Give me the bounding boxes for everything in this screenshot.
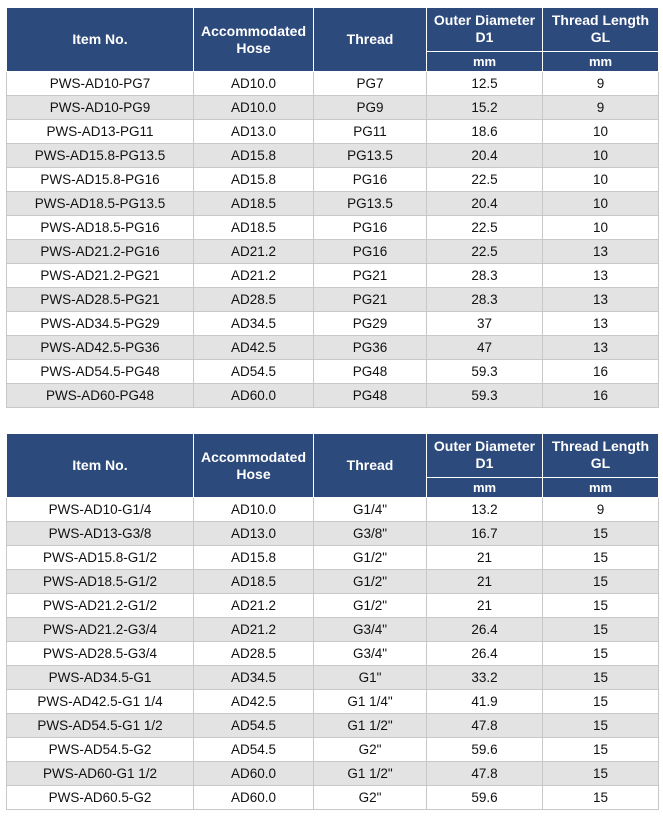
cell-thread: G1/2" — [314, 546, 427, 570]
cell-hose: AD10.0 — [194, 96, 314, 120]
table-row — [7, 738, 659, 762]
table-row — [7, 594, 659, 618]
cell-hose: AD21.2 — [194, 264, 314, 288]
cell-thread: G1 1/2" — [314, 762, 427, 786]
table-row — [7, 216, 659, 240]
cell-item-no: PWS-AD42.5-G1 1/4 — [7, 690, 194, 714]
cell-thread: PG16 — [314, 240, 427, 264]
cell-hose: AD28.5 — [194, 288, 314, 312]
header-thread: Thread — [314, 434, 427, 498]
cell-outer-diameter: 47.8 — [427, 714, 543, 738]
cell-item-no: PWS-AD60.5-G2 — [7, 786, 194, 810]
table-row — [7, 240, 659, 264]
cell-thread-length: 9 — [543, 498, 659, 522]
cell-item-no: PWS-AD54.5-G1 1/2 — [7, 714, 194, 738]
cell-thread-length: 13 — [543, 312, 659, 336]
cell-outer-diameter: 37 — [427, 312, 543, 336]
cell-item-no: PWS-AD21.2-PG16 — [7, 240, 194, 264]
cell-hose: AD54.5 — [194, 360, 314, 384]
cell-hose: AD10.0 — [194, 72, 314, 96]
header-unit-gl: mm — [543, 51, 659, 71]
cell-outer-diameter: 21 — [427, 594, 543, 618]
cell-outer-diameter: 22.5 — [427, 240, 543, 264]
cell-hose: AD42.5 — [194, 336, 314, 360]
cell-hose: AD18.5 — [194, 216, 314, 240]
cell-thread: G3/8" — [314, 522, 427, 546]
cell-item-no: PWS-AD28.5-G3/4 — [7, 642, 194, 666]
table-row — [7, 642, 659, 666]
cell-outer-diameter: 22.5 — [427, 216, 543, 240]
cell-item-no: PWS-AD34.5-PG29 — [7, 312, 194, 336]
cell-item-no: PWS-AD21.2-G1/2 — [7, 594, 194, 618]
cell-item-no: PWS-AD54.5-G2 — [7, 738, 194, 762]
cell-thread-length: 13 — [543, 336, 659, 360]
table-row — [7, 384, 659, 408]
header-item-no: Item No. — [7, 8, 194, 72]
cell-thread: G3/4" — [314, 618, 427, 642]
cell-outer-diameter: 47 — [427, 336, 543, 360]
cell-thread-length: 15 — [543, 570, 659, 594]
cell-hose: AD54.5 — [194, 714, 314, 738]
cell-thread: PG21 — [314, 288, 427, 312]
header-item-no: Item No. — [7, 434, 194, 498]
header-hose: Accommodated Hose — [194, 434, 314, 498]
cell-outer-diameter: 12.5 — [427, 72, 543, 96]
cell-outer-diameter: 59.6 — [427, 738, 543, 762]
cell-outer-diameter: 47.8 — [427, 762, 543, 786]
header-unit-od: mm — [427, 51, 543, 71]
header-thread: Thread — [314, 8, 427, 72]
cell-item-no: PWS-AD54.5-PG48 — [7, 360, 194, 384]
cell-hose: AD21.2 — [194, 240, 314, 264]
cell-item-no: PWS-AD18.5-G1/2 — [7, 570, 194, 594]
table-header — [7, 434, 659, 498]
cell-hose: AD18.5 — [194, 570, 314, 594]
table-row — [7, 192, 659, 216]
cell-outer-diameter: 16.7 — [427, 522, 543, 546]
table-row — [7, 522, 659, 546]
table-row — [7, 618, 659, 642]
cell-thread-length: 15 — [543, 618, 659, 642]
cell-thread: G1/2" — [314, 570, 427, 594]
cell-item-no: PWS-AD10-PG7 — [7, 72, 194, 96]
cell-hose: AD54.5 — [194, 738, 314, 762]
cell-hose: AD10.0 — [194, 498, 314, 522]
cell-thread: G2" — [314, 738, 427, 762]
cell-outer-diameter: 21 — [427, 570, 543, 594]
cell-thread-length: 15 — [543, 546, 659, 570]
cell-hose: AD60.0 — [194, 786, 314, 810]
header-outer-diameter: Outer Diameter D1 — [427, 8, 543, 52]
cell-outer-diameter: 18.6 — [427, 120, 543, 144]
table-row — [7, 72, 659, 96]
cell-thread: PG21 — [314, 264, 427, 288]
cell-outer-diameter: 28.3 — [427, 288, 543, 312]
cell-outer-diameter: 13.2 — [427, 498, 543, 522]
cell-item-no: PWS-AD60-G1 1/2 — [7, 762, 194, 786]
cell-thread: G1/2" — [314, 594, 427, 618]
cell-thread: PG11 — [314, 120, 427, 144]
cell-thread-length: 15 — [543, 690, 659, 714]
cell-thread: G1 1/2" — [314, 714, 427, 738]
cell-thread: PG16 — [314, 168, 427, 192]
cell-thread-length: 16 — [543, 384, 659, 408]
table-row — [7, 336, 659, 360]
cell-hose: AD21.2 — [194, 594, 314, 618]
cell-hose: AD18.5 — [194, 192, 314, 216]
table-row — [7, 498, 659, 522]
cell-thread: G1/4" — [314, 498, 427, 522]
cell-thread-length: 9 — [543, 96, 659, 120]
cell-thread-length: 9 — [543, 72, 659, 96]
table-row — [7, 360, 659, 384]
cell-hose: AD21.2 — [194, 618, 314, 642]
cell-item-no: PWS-AD34.5-G1 — [7, 666, 194, 690]
table-row — [7, 762, 659, 786]
cell-outer-diameter: 21 — [427, 546, 543, 570]
table-row — [7, 288, 659, 312]
cell-item-no: PWS-AD15.8-PG16 — [7, 168, 194, 192]
cell-thread: G2" — [314, 786, 427, 810]
cell-thread: PG48 — [314, 384, 427, 408]
cell-outer-diameter: 59.6 — [427, 786, 543, 810]
cell-hose: AD60.0 — [194, 384, 314, 408]
cell-item-no: PWS-AD18.5-PG13.5 — [7, 192, 194, 216]
cell-thread-length: 10 — [543, 144, 659, 168]
table-header — [7, 8, 659, 72]
cell-outer-diameter: 59.3 — [427, 360, 543, 384]
cell-thread-length: 15 — [543, 522, 659, 546]
table-row — [7, 666, 659, 690]
cell-thread: PG9 — [314, 96, 427, 120]
header-unit-od: mm — [427, 477, 543, 497]
table-body — [7, 498, 659, 810]
table-row — [7, 168, 659, 192]
header-thread-length: Thread Length GL — [543, 434, 659, 478]
cell-thread: PG36 — [314, 336, 427, 360]
cell-thread-length: 15 — [543, 714, 659, 738]
cell-hose: AD60.0 — [194, 762, 314, 786]
cell-item-no: PWS-AD15.8-PG13.5 — [7, 144, 194, 168]
cell-hose: AD28.5 — [194, 642, 314, 666]
cell-item-no: PWS-AD60-PG48 — [7, 384, 194, 408]
cell-thread-length: 15 — [543, 594, 659, 618]
cell-outer-diameter: 22.5 — [427, 168, 543, 192]
cell-thread-length: 10 — [543, 120, 659, 144]
cell-outer-diameter: 15.2 — [427, 96, 543, 120]
cell-hose: AD15.8 — [194, 546, 314, 570]
header-unit-gl: mm — [543, 477, 659, 497]
cell-item-no: PWS-AD13-G3/8 — [7, 522, 194, 546]
cell-hose: AD15.8 — [194, 168, 314, 192]
table-row — [7, 264, 659, 288]
table-row — [7, 690, 659, 714]
cell-thread-length: 10 — [543, 168, 659, 192]
cell-thread-length: 15 — [543, 786, 659, 810]
cell-outer-diameter: 26.4 — [427, 642, 543, 666]
cell-thread: PG29 — [314, 312, 427, 336]
cell-thread-length: 13 — [543, 264, 659, 288]
table-row — [7, 96, 659, 120]
cell-hose: AD13.0 — [194, 522, 314, 546]
cell-outer-diameter: 20.4 — [427, 192, 543, 216]
cell-outer-diameter: 20.4 — [427, 144, 543, 168]
cell-hose: AD34.5 — [194, 312, 314, 336]
cell-hose: AD13.0 — [194, 120, 314, 144]
cell-outer-diameter: 33.2 — [427, 666, 543, 690]
cell-thread-length: 10 — [543, 192, 659, 216]
cell-thread: PG7 — [314, 72, 427, 96]
cell-item-no: PWS-AD28.5-PG21 — [7, 288, 194, 312]
cell-item-no: PWS-AD18.5-PG16 — [7, 216, 194, 240]
cell-hose: AD34.5 — [194, 666, 314, 690]
cell-thread: G1 1/4" — [314, 690, 427, 714]
cell-hose: AD15.8 — [194, 144, 314, 168]
cell-item-no: PWS-AD21.2-PG21 — [7, 264, 194, 288]
table-row — [7, 312, 659, 336]
table-body — [7, 72, 659, 408]
table-row — [7, 120, 659, 144]
cell-thread-length: 15 — [543, 738, 659, 762]
cell-thread: PG16 — [314, 216, 427, 240]
cell-thread-length: 15 — [543, 666, 659, 690]
cell-outer-diameter: 26.4 — [427, 618, 543, 642]
table-row — [7, 714, 659, 738]
cell-thread-length: 15 — [543, 642, 659, 666]
cell-thread: G1" — [314, 666, 427, 690]
cell-thread: PG48 — [314, 360, 427, 384]
cell-item-no: PWS-AD42.5-PG36 — [7, 336, 194, 360]
header-hose: Accommodated Hose — [194, 8, 314, 72]
pg-thread-table — [6, 7, 659, 408]
cell-thread: PG13.5 — [314, 192, 427, 216]
cell-item-no: PWS-AD15.8-G1/2 — [7, 546, 194, 570]
cell-thread-length: 16 — [543, 360, 659, 384]
g-thread-table — [6, 433, 659, 810]
cell-thread-length: 13 — [543, 288, 659, 312]
table-row — [7, 144, 659, 168]
header-thread-length: Thread Length GL — [543, 8, 659, 52]
table-row — [7, 570, 659, 594]
cell-thread-length: 10 — [543, 216, 659, 240]
header-outer-diameter: Outer Diameter D1 — [427, 434, 543, 478]
cell-thread-length: 13 — [543, 240, 659, 264]
cell-outer-diameter: 59.3 — [427, 384, 543, 408]
cell-item-no: PWS-AD13-PG11 — [7, 120, 194, 144]
cell-thread: PG13.5 — [314, 144, 427, 168]
cell-thread: G3/4" — [314, 642, 427, 666]
cell-item-no: PWS-AD10-PG9 — [7, 96, 194, 120]
cell-outer-diameter: 41.9 — [427, 690, 543, 714]
cell-thread-length: 15 — [543, 762, 659, 786]
cell-hose: AD42.5 — [194, 690, 314, 714]
table-row — [7, 546, 659, 570]
table-row — [7, 786, 659, 810]
cell-outer-diameter: 28.3 — [427, 264, 543, 288]
cell-item-no: PWS-AD21.2-G3/4 — [7, 618, 194, 642]
cell-item-no: PWS-AD10-G1/4 — [7, 498, 194, 522]
